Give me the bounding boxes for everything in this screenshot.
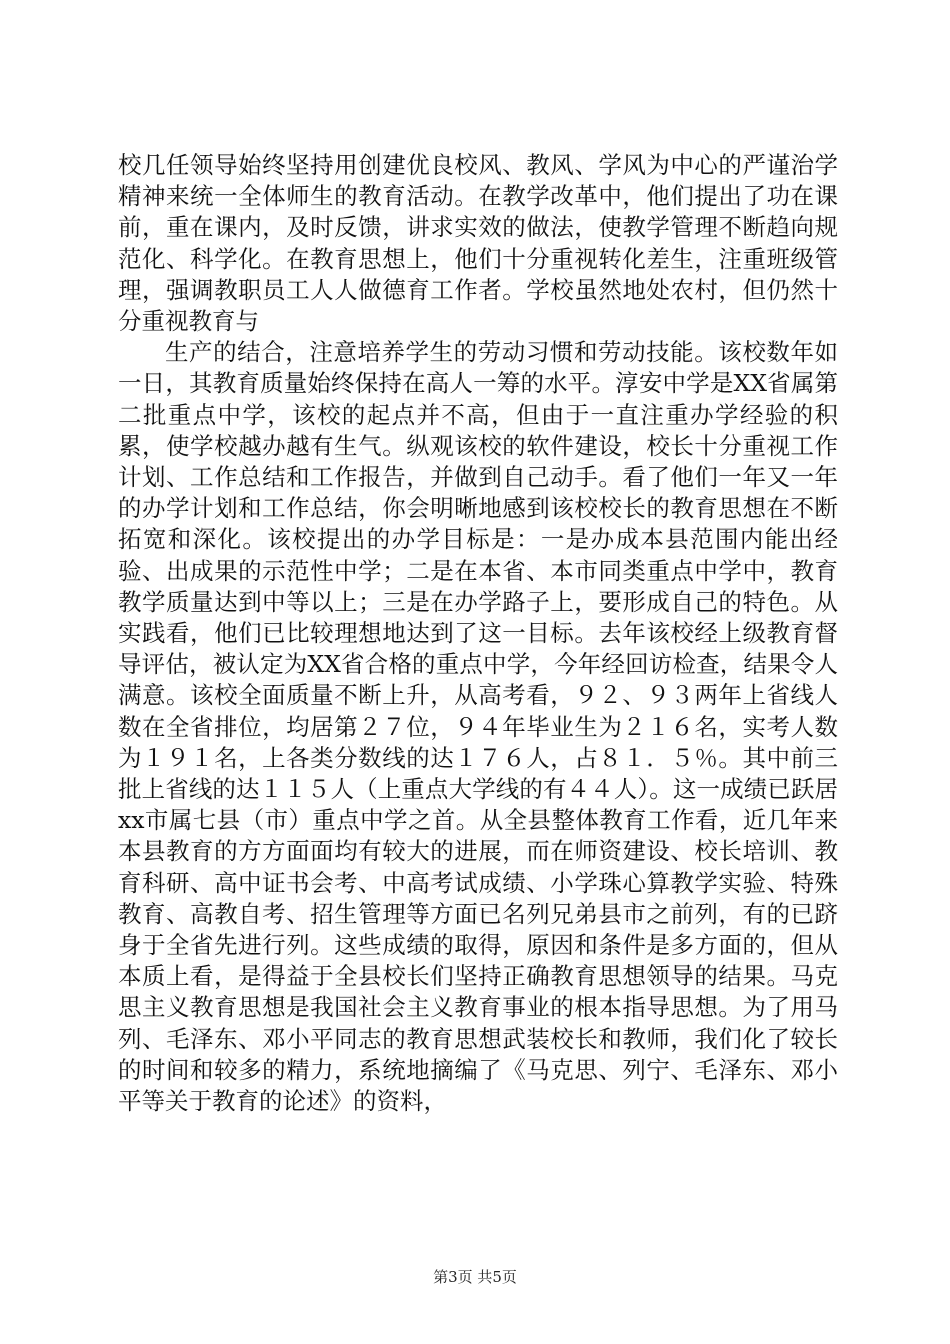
page-footer: 第3页 共5页 [433,1268,517,1286]
document-body [118,150,838,1117]
paragraph-1: 校几任领导始终坚持用创建优良校风、教风、学风为中心的严谨治学精神来统一全体师生的教育活动。在教学改革中，他们提出了功在课前，重在课内，及时反馈，讲求实效的做法，使教学管理不断趋向规范化、科学化。在教育思想上，他们十分重视转化差生，注重班级管理，强调教职员工人人做德育工作者。学校虽然地处农村，但仍然十分重视教育与 [118,151,838,336]
paragraph-2: 生产的结合，注意培养学生的劳动习惯和劳动技能。该校数年如一日，其教育质量始终保持在高人一筹的水平。淳安中学是XX省属第二批重点中学，该校的起点并不高，但由于一直注重办学经验的积累，使学校越办越有生气。纵观该校的软件建设，校长十分重视工作计划、工作总结和工作报告，并做到自己动手。看了他们一年又一年的办学计划和工作总结，你会明晰地感到该校校长的教育思想在不断拓宽和深化。该校提出的办学目标是：一是办成本县范围内能出经验、出成果的示范性中学；二是在本省、本市同类重点中学中，教育教学质量达到中等以上；三是在办学路子上，要形成自己的特色。从实践看，他们已比较理想地达到了这一目标。去年该校经上级教育督导评估，被认定为XX省合格的重点中学，今年经回访检查，结果令人满意。该校全面质量不断上升，从高考看，９２、９３两年上省线人数在全省排位，均居第２７位，９４年毕业生为２１６名，实考人数为１９１名，上各类分数线的达１７６人，占８１．５％。其中前三批上省线的达１１５人（上重点大学线的有４４人）。这一成绩已跃居xx市属七县（市）重点中学之首。从全县整体教育工作看，近几年来本县教育的方方面面均有较大的进展，而在师资建设、校长培训、教育科研、高中证书会考、中高考试成绩、小学珠心算教学实验、特殊教育、高教自考、招生管理等方面已名列兄弟县市之前列，有的已跻身于全省先进行列。这些成绩的取得，原因和条件是多方面的，但从本质上看，是得益于全县校长们坚持正确教育思想领导的结果。马克思主义教育思想是我国社会主义教育事业的根本指导思想。为了用马列、毛泽东、邓小平同志的教育思想武装校长和教师，我们化了较长的时间和较多的精力，系统地摘编了《马克思、列宁、毛泽东、邓小平等关于教育的论述》的资料， [118,338,838,1116]
